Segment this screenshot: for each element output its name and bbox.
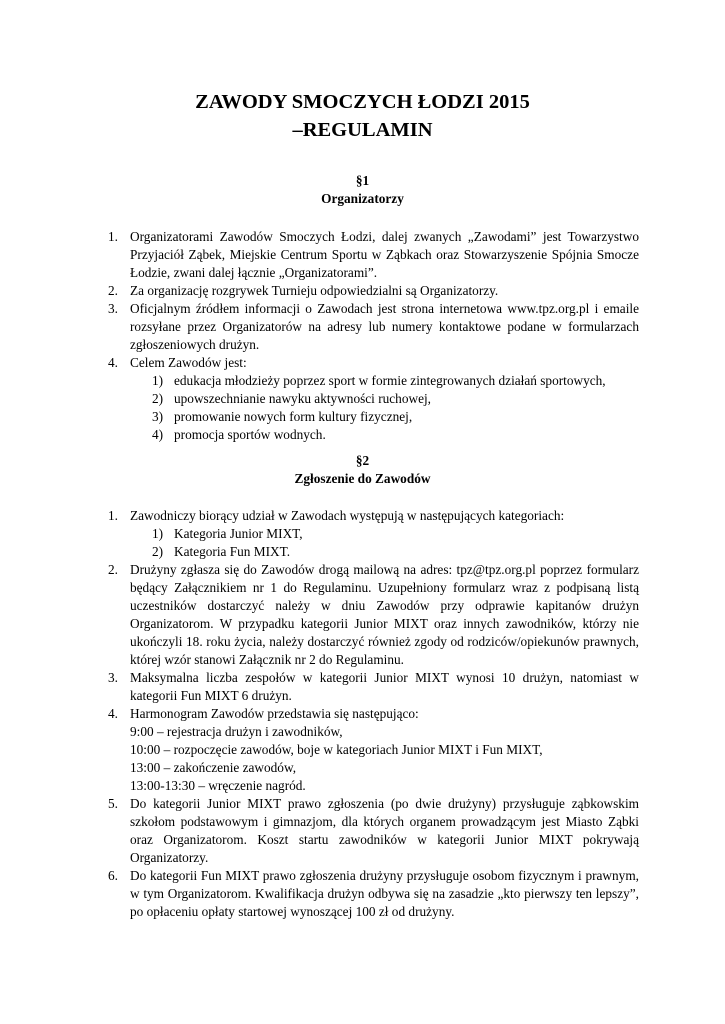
list-item: 1. Zawodniczy biorący udział w Zawodach występują w następujących kategoriach: 1) Kategoria Junior MIXT, 2) Kategoria Fun MIXT. <box>0 507 639 561</box>
list-item: 1. Organizatorami Zawodów Smoczych Łodzi, dalej zwanych „Zawodami” jest Towarzystwo Przyjaciół Ząbek, Miejskie Centrum Sportu w Ząbkach oraz Stowarzyszenie Spójnia Smocze Łodzie, zwani dalej łącznie „Organizatorami”. <box>108 229 639 280</box>
list-item: 2. Za organizację rozgrywek Turnieju odpowiedzialni są Organizatorzy. <box>108 283 499 298</box>
list-item: 1) Kategoria Junior MIXT, <box>152 526 303 541</box>
schedule-line: 13:00 – zakończenie zawodów, <box>130 760 297 775</box>
list-item: 1) edukacja młodzieży poprzez sport w formie zintegrowanych działań sportowych, <box>152 373 606 388</box>
list-item: 3. Oficjalnym źródłem informacji o Zawodach jest strona internetowa www.tpz.org.pl i emaile rozsyłane przez Organizatorów na adresy lub numery kontaktowe podane w formularzach zgłoszeniowych drużyn. <box>108 301 639 352</box>
list-item: 3) promowanie nowych form kultury fizycznej, <box>152 409 413 424</box>
list-item: 6. Do kategorii Fun MIXT prawo zgłoszenia drużyny przysługuje osobom fizycznym i prawnym, w tym Organizatorom. Kwalifikacja drużyn odbywa się na zasadzie „kto pierwszy ten lepszy”, po opłaceniu opłaty startowej wynoszącej 100 zł od drużyny. <box>108 868 639 919</box>
schedule-line: 10:00 – rozpoczęcie zawodów, boje w kategoriach Junior MIXT i Fun MIXT, <box>130 742 543 757</box>
categories-list <box>130 525 639 561</box>
section-1-number: §1 <box>355 173 370 188</box>
list-item: 4. Celem Zawodów jest: 1) edukacja młodzieży poprzez sport w formie zintegrowanych działań sportowych, 2) upowszechnianie nawyku aktywności ruchowej, 3) promowanie nowych form kultury fizycznej, 4) promocja sportów wodnych. <box>0 354 639 444</box>
section-1-header <box>100 172 625 208</box>
section-2-list <box>0 507 725 921</box>
section-1-list <box>0 228 725 444</box>
section-2-number: §2 <box>355 453 370 468</box>
title-line-1: ZAWODY SMOCZYCH ŁODZI 2015 <box>195 91 530 113</box>
title-line-2: –REGULAMIN <box>292 119 433 141</box>
list-item: 5. Do kategorii Junior MIXT prawo zgłoszenia (po dwie drużyny) przysługuje ząbkowskim szkołom podstawowym i gimnazjom, dla których organem prowadzącym jest Miasto Ząbki oraz Organizatorom. Koszt startu zawodników w kategorii Junior MIXT pokrywają Organizatorzy. <box>108 796 639 865</box>
schedule-line: 13:00-13:30 – wręczenie nagród. <box>130 778 306 793</box>
section-2-heading: Zgłoszenie do Zawodów <box>294 471 431 486</box>
document-title <box>100 88 625 144</box>
schedule-line: 9:00 – rejestracja drużyn i zawodników, <box>130 724 343 739</box>
list-item: 2) upowszechnianie nawyku aktywności ruchowej, <box>152 391 431 406</box>
list-item: 3. Maksymalna liczba zespołów w kategorii Junior MIXT wynosi 10 drużyn, natomiast w kategorii Fun MIXT 6 drużyn. <box>108 670 639 703</box>
section-1-heading: Organizatorzy <box>321 191 404 206</box>
goals-list <box>130 372 639 444</box>
list-item: 4. Harmonogram Zawodów przedstawia się następująco: 9:00 – rejestracja drużyn i zawodników, 10:00 – rozpoczęcie zawodów, boje w kategoriach Junior MIXT i Fun MIXT, 13:00 – zakończenie zawodów, 13:00-13:30 – wręczenie nagród. <box>0 705 639 795</box>
list-item: 2) Kategoria Fun MIXT. <box>152 544 291 559</box>
section-2-header <box>100 452 625 488</box>
list-item: 4) promocja sportów wodnych. <box>152 427 326 442</box>
list-item: 2. Drużyny zgłasza się do Zawodów drogą mailową na adres: tpz@tpz.org.pl poprzez formularz będący Załącznikiem nr 1 do Regulaminu. Uzupełniony formularz wraz z podpisaną listą uczestników dostarczyć należy w dniu Zawodów przy odprawie kapitanów drużyn Organizatorom. W przypadku kategorii Junior MIXT oraz innych zawodników, którzy nie ukończyli 18. roku życia, należy dostarczyć również zgody od rodziców/opiekunów prawnych, której wzór stanowi Załącznik nr 2 do Regulaminu. <box>108 562 639 667</box>
